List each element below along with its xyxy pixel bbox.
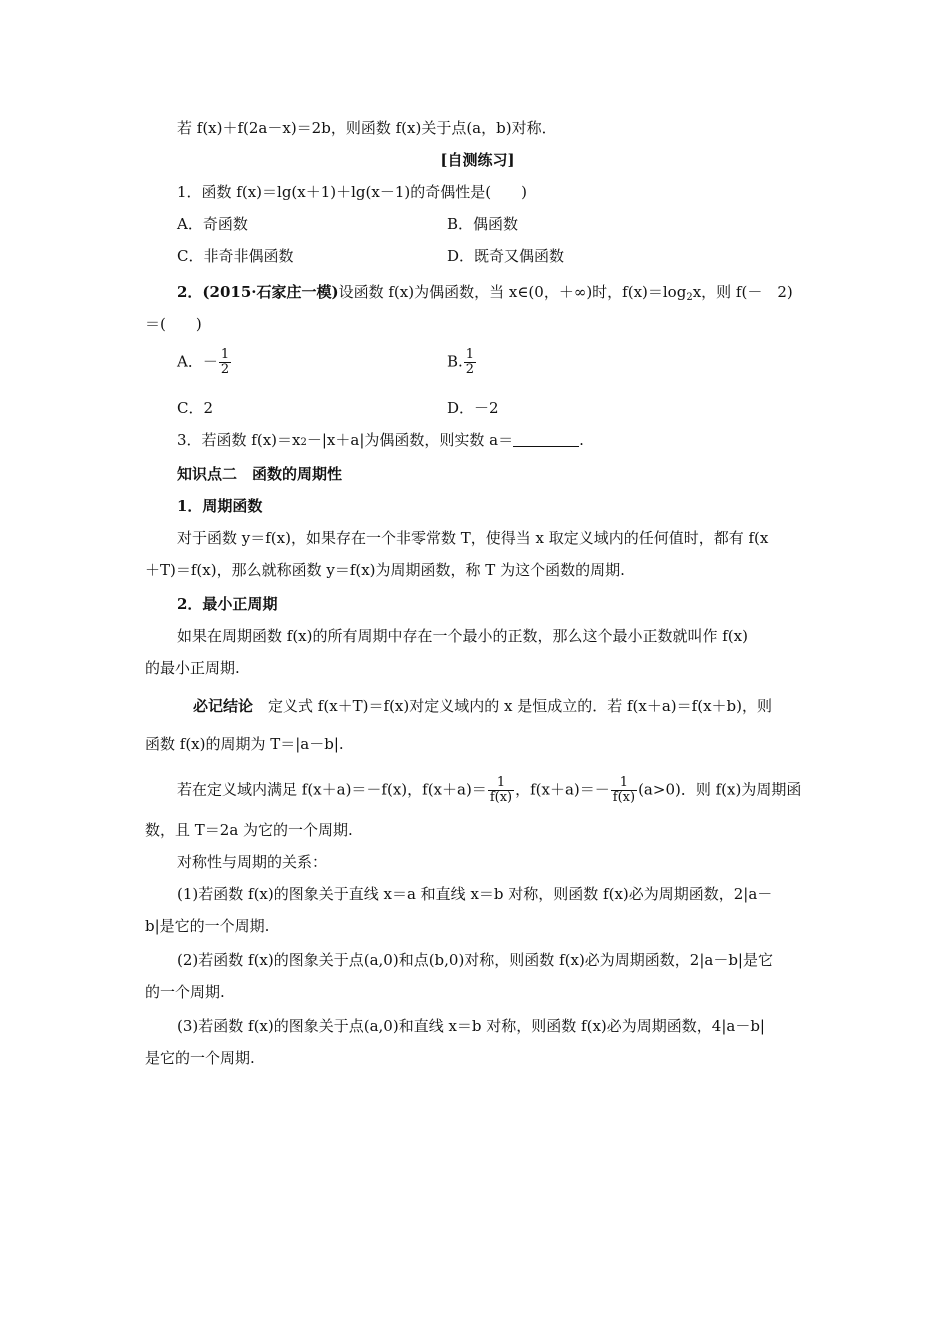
q2-b-den: 2 xyxy=(465,362,475,377)
conclusion-p2-line2: 数，且 T＝2a 为它的一个周期. xyxy=(145,821,353,839)
conclusion-p1 xyxy=(193,696,810,716)
conclusion-p1-text: 定义式 f(x＋T)＝f(x)对定义域内的 x 是恒成立的．若 f(x＋a)＝f(x＋b)，则 xyxy=(268,697,772,715)
conclusion-p2-c: (a>0)．则 f(x)为周期函 xyxy=(638,780,802,799)
section2-sub1-title: 1．周期函数 xyxy=(177,497,263,515)
conclusion-p2-a: 若在定义域内满足 f(x＋a)＝－f(x)，f(x＋a)＝ xyxy=(177,780,487,799)
relation-3-line2: 是它的一个周期. xyxy=(145,1049,255,1067)
relation-title: 对称性与周期的关系： xyxy=(177,853,328,871)
q2-a-num: 1 xyxy=(220,347,230,362)
q2-a-fraction xyxy=(219,348,231,377)
conclusion-fraction-2 xyxy=(611,776,637,805)
conclusion-f1-den: f(x) xyxy=(489,790,513,805)
q2-option-c: C．2 xyxy=(177,399,214,417)
q2-stem xyxy=(177,282,842,308)
conclusion-p2-b: ，f(x＋a)＝－ xyxy=(515,780,610,799)
conclusion-f2-num: 1 xyxy=(619,775,629,790)
q1-option-c: C．非奇非偶函数 xyxy=(177,247,294,265)
q3-stem xyxy=(177,430,842,453)
self-test-title: [自测练习] xyxy=(440,151,515,169)
section2-sub2-p2: 的最小正周期. xyxy=(145,659,240,677)
relation-1-line2: b|是它的一个周期. xyxy=(145,917,270,935)
section2-sub2-p1: 如果在周期函数 f(x)的所有周期中存在一个最小的正数，那么这个最小正数就叫作 f(x) xyxy=(177,627,748,645)
intro-tail: 若 f(x)＋f(2a－x)＝2b，则函数 f(x)关于点(a，b)对称． xyxy=(177,119,557,137)
q3-stem-part1: 3．若函数 f(x)＝x xyxy=(177,431,301,449)
section2-sub2-title: 2．最小正周期 xyxy=(177,595,278,613)
q3-stem-part2: －|x＋a|为偶函数，则实数 a＝ xyxy=(306,431,514,449)
q2-stem-part1: 设函数 f(x)为偶函数，当 x∈(0，＋∞)时，f(x)＝log xyxy=(338,283,687,301)
q2-stem-line2: ＝( ) xyxy=(145,315,202,333)
q3-answer-blank xyxy=(513,432,579,447)
q1-stem: 1．函数 f(x)＝lg(x＋1)＋lg(x－1)的奇偶性是( ) xyxy=(177,183,527,201)
q2-option-d: D．－2 xyxy=(447,399,499,417)
relation-1-line1: (1)若函数 f(x)的图象关于直线 x＝a 和直线 x＝b 对称，则函数 f(x)必为周期函数，2|a－ xyxy=(177,885,773,903)
q3-stem-end: . xyxy=(579,431,584,449)
section2-sub1-p2: ＋T)＝f(x)，那么就称函数 y＝f(x)为周期函数，称 T 为这个函数的周期. xyxy=(145,561,625,579)
q3-power: 2 xyxy=(300,437,307,448)
conclusion-f2-den: f(x) xyxy=(612,790,636,805)
relation-2-line2: 的一个周期. xyxy=(145,983,225,1001)
q2-log-base: 2 xyxy=(686,292,693,303)
q2-b-num: 1 xyxy=(465,347,475,362)
q2-stem-part2: x，则 f(－ 2) xyxy=(692,283,793,301)
q1-option-a: A．奇函数 xyxy=(177,215,248,233)
q1-option-b: B．偶函数 xyxy=(447,215,519,233)
q2-b-fraction xyxy=(464,348,476,377)
q2-source: 2．(2015·石家庄一模) xyxy=(177,283,339,301)
q1-option-d: D．既奇又偶函数 xyxy=(447,247,565,265)
section2-sub1-p1: 对于函数 y＝f(x)，如果存在一个非零常数 T，使得当 x 取定义域内的任何值时，都有 f(x xyxy=(177,529,769,547)
conclusion-label: 必记结论 xyxy=(193,697,254,715)
conclusion-p1b: 函数 f(x)的周期为 T＝|a－b|. xyxy=(145,735,344,753)
conclusion-f1-num: 1 xyxy=(496,775,506,790)
relation-2-line1: (2)若函数 f(x)的图象关于点(a,0)和点(b,0)对称，则函数 f(x)必为周期函数，2|a－b|是它 xyxy=(177,951,773,969)
conclusion-fraction-1 xyxy=(488,776,514,805)
relation-3-line1: (3)若函数 f(x)的图象关于点(a,0)和直线 x＝b 对称，则函数 f(x)必为周期函数，4|a－b| xyxy=(177,1017,765,1035)
q2-a-label: A．－ xyxy=(177,352,218,371)
q2-option-b xyxy=(447,348,950,377)
conclusion-p2 xyxy=(177,776,842,805)
q2-a-den: 2 xyxy=(220,362,230,377)
section2-heading: 知识点二 函数的周期性 xyxy=(177,465,343,483)
q2-b-label: B. xyxy=(447,352,463,371)
